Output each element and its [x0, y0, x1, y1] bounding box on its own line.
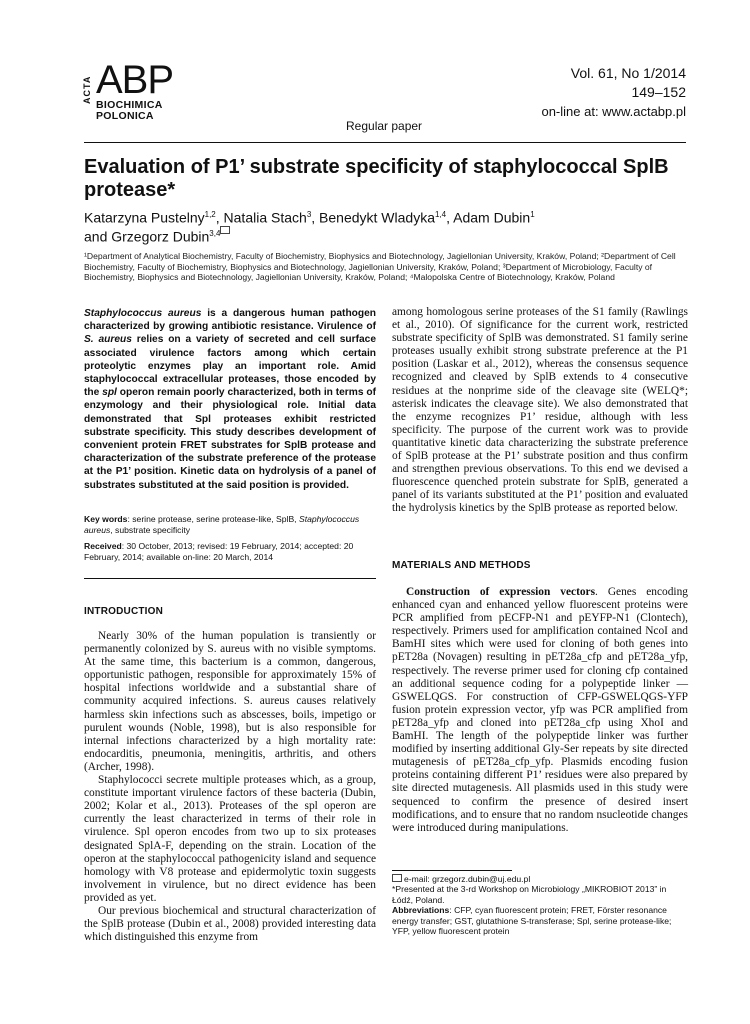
intro-text: [84, 630, 376, 944]
abbreviations: Abbreviations: CFP, cyan fluorescent protein; FRET, Förster resonance energy transfer; GST, glutathione S-transferase; Spl, serine protease-like; YFP, yellow fluorescent protein: [392, 905, 672, 937]
email-footnote: e-mail: grzegorz.dubin@uj.edu.pl: [392, 874, 688, 884]
intro-paragraph: Our previous biochemical and structural characterization of the SplB protease (Dubin et al., 2008) provided interesting data which distinguished this enzyme from: [84, 904, 376, 944]
abstract-rule: [84, 578, 376, 579]
online-url: on-line at: www.actabp.pl: [541, 104, 686, 119]
logo-abp: ABP: [96, 58, 174, 102]
intro-heading: INTRODUCTION: [84, 606, 164, 617]
methods-heading: MATERIALS AND METHODS: [392, 560, 531, 571]
affiliations: ¹Department of Analytical Biochemistry, Faculty of Biochemistry, Biophysics and Biotechnology, Jagiellonian University, Kraków, Poland; ²Department of Cell Biochemistry, Faculty of Biochemistry, Biophysics and Biotechnology, Jagiellonian University, Kraków, Poland; ³Department of Microbiology, Faculty of Biochemistry, Biophysics and Biotechnology, Jagiellonian University, Kraków, Poland; ⁴Malopolska Centre of Biotechnology, Kraków, Poland: [84, 251, 676, 282]
volume: Vol. 61, No 1/2014: [570, 65, 686, 81]
footnote-rule: [392, 870, 512, 871]
keywords: Key words: serine protease, serine protease-like, SplB, Staphylococcus aureus, substrate specificity: [84, 514, 360, 535]
pages: 149–152: [631, 84, 686, 100]
journal-logo: [82, 58, 174, 126]
footnotes: [392, 874, 688, 936]
paper-title: Evaluation of P1’ substrate specificity of staphylococcal SplB protease*: [84, 156, 669, 201]
methods-text: Construction of expression vectors. Genes encoding enhanced cyan and enhanced yellow fluorescent proteins were PCR amplified from pECFP-N1 and pEYFP-N1 (Clontech), respectively. Primers used for amplification contained NcoI and BamHI sites which were used for cloning of both genes into pET28a (Novagen) resulting in pET28a_cfp and pET28a_yfp, respectively. The reverse primer used for cloning cfp contained an additional sequence coding for a polypeptide linker — GSWELQGS. For construction of CFP-GSWELQGS-YFP fusion protein expression vector, yfp was PCR amplified from pET28a_yfp and cloned into pET28a_cfp using XhoI and BamHI. The length of the polypeptide linker was further modified by inserting additional Gly-Ser repeats by site directed mutagenesis of pET28a_cfp_yfp. Plasmids encoding fusion proteins containing different P1’ residues were also prepared by site directed mutagenesis. All plasmids used in this study were sequenced to confirm the presence of desired insert modifications, and to ensure that no random nsucleotide changes were introduced during manipulations.: [392, 586, 688, 834]
envelope-icon: [220, 226, 230, 234]
abstract: Staphylococcus aureus is a dangerous human pathogen characterized by growing antibiotic resistance. Virulence of S. aureus relies on a variety of secreted and cell surface associated virulence factors among which certain proteolytic enzymes play an important role. Amid staphylococcal extracellular proteases, those encoded by the spl operon remain poorly characterized, both in terms of enzymology and their physiological role. Initial data demonstrated that Spl proteases exhibit restricted substrate specificity. This study describes development of convenient protein FRET substrates for SplB protease and characterization of the substrate preference of the protease at the P1’ position. Kinetic data on hydrolysis of a panel of substrates substituted at the said position is provided.: [84, 308, 376, 491]
presented-footnote: *Presented at the 3-rd Workshop on Microbiology „MIKROBIOT 2013” in Łódź, Poland.: [392, 884, 667, 905]
intro-continued: among homologous serine proteases of the S1 family (Rawlings et al., 2010). Of significance for the current work, restricted substrate specificity of SplB was demonstrated. S1 family serine proteases usually exhibit strong substrate preference at the P1 position (Laskar et al., 2012), whereas the consensus sequence recognized and cleaved by SplB extends to 4 consecutive residues at the nonprime side of the cleavage site (WELQ*; asterisk indicates the cleavage site). We also demonstrated that the enzyme recognizes P1’ residue, although with less specificity. The purpose of the current work was to provide quantitative kinetic data characterizing the substrate preference of SplB protease at the P1’ substrate position and thus confirm and strengthen previous observations. To this end we devised a fluorescence quenched protein substrate for SplB, generated a panel of its variants substituted at the P1’ position and evaluated the hydrolysis kinetics by the SplB protease as reported below.: [392, 306, 688, 515]
journal-info: [541, 64, 686, 121]
intro-paragraph: Staphylococci secrete multiple proteases which, as a group, constitute important virulence factors of these bacteria (Dubin, 2002; Kolar et al., 2013). Proteases of the spl operon are currently the least characterized in terms of their role in virulence. Spl operon encodes from two up to six proteases designated SplA-F, depending on the strain. Location of the operon at the staphylococcal pathogenicity island and sequence homology with V8 protease and epidermolytic toxin suggests involvement in virulence, but no direct evidence has been provided as yet.: [84, 774, 376, 904]
intro-paragraph: Nearly 30% of the human population is transiently or permanently colonized by S. aureus with no visible symptoms. At the same time, this bacterium is a common, dangerous, opportunistic pathogen, responsible for approximately 15% of hospital infections worldwide and a substantial share of community acquired infections. S. aureus causes relatively harmless skin infections such as abscesses, boils, impetigo or purulent wounds (Noble, 1998), but is also responsible for internal infections characterized by a high mortality rate: endocarditis, pneumonia, meningitis, arthritis, and others (Archer, 1998).: [84, 630, 376, 773]
logo-acta: ACTA: [82, 75, 92, 104]
paper-type: Regular paper: [346, 119, 423, 133]
received-dates: Received: 30 October, 2013; revised: 19 February, 2014; accepted: 20 February, 2014; available on-line: 20 March, 2014: [84, 541, 354, 562]
logo-subtitle: BIOCHIMICA POLONICA: [96, 99, 163, 122]
envelope-icon: [392, 874, 402, 882]
header-rule: [84, 142, 686, 143]
authors: Katarzyna Pustelny$^{1,2}$, Natalia Stach$^3$, Benedykt Wladyka$^{1,4}$, Adam Dubin$^1$ and Grzegorz Dubin$^{3,4}$: [84, 209, 535, 245]
